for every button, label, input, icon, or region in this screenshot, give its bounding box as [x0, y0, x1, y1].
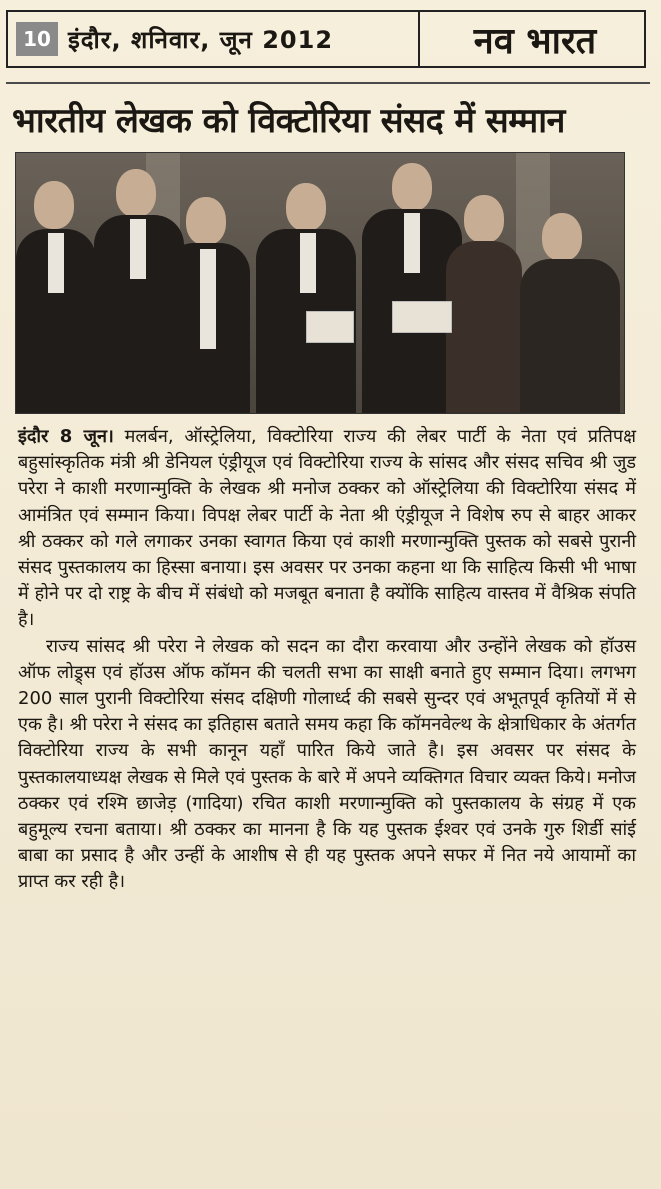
article-paragraph: राज्य सांसद श्री परेरा ने लेखक को सदन का दौरा करवाया और उन्होंने लेखक को हॉउस ऑफ लोड्र्स एवं हॉउस ऑफ कॉमन की चलती सभा का साक्षी बनाते हुए सम्मान दिया। लगभग 200 साल पुरानी विक्टोरिया संसद दक्षिणी गोलार्ध्द की सबसे सुन्दर एवं अभूतपूर्व कृतियों में से एक है। श्री परेरा ने संसद का इतिहास बताते समय कहा कि कॉमनवेल्थ के क्षेत्राधिकार के अंतर्गत विक्टोरिया राज्य के सभी कानून यहाँ पारित किये जाते है। इस अवसर पर संसद के पुस्तकालयाध्यक्ष लेखक से मिले एवं पुस्तक के बारे में अपने व्यक्तिगत विचार व्यक्त किये। मनोज ठक्कर एवं रश्मि छाजेड़ (गादिया) रचित काशी मरणान्मुक्ति को पुस्तकालय के संग्रह में एक बहुमूल्य रचना बताया। श्री ठक्कर का मानना है कि यह पुस्तक ईश्वर एवं उनके गुरु शिर्डी सांई बाबा का प्रसाद है और उन्हीं के आशीष से ही यह पुस्तक अपने सफर में नित नये आयामों का प्राप्त कर रही है। [18, 635, 636, 893]
page-number: 10 [16, 22, 58, 56]
header-rule [6, 82, 650, 84]
article-dateline: इंदौर 8 जून। [18, 426, 114, 447]
article-body [18, 424, 636, 1184]
newspaper-logo: नव भारत [473, 19, 597, 62]
article-paragraph [18, 424, 636, 634]
dateline: इंदौर, शनिवार, जून 2012 [68, 25, 334, 54]
headline: भारतीय लेखक को विक्टोरिया संसद में सम्मान [12, 101, 565, 141]
book-copy [306, 311, 354, 343]
masthead-divider [418, 12, 420, 66]
masthead [6, 10, 646, 68]
article-text: मलर्बन, ऑस्ट्रेलिया, विक्टोरिया राज्य की लेबर पार्टी के नेता एवं प्रतिपक्ष बहुसांस्कृतिक मंत्री श्री डेनियल एंड्रीयूज एवं विक्टोरिया राज्य के सांसद और संसद सचिव श्री जुड परेरा ने काशी मरणान्मुक्ति के लेखक श्री मनोज ठक्कर को ऑस्ट्रेलिया की विक्टोरिया संसद में आमंत्रित एवं सम्मान किया। विपक्ष लेबर पार्टी के नेता श्री एंड्रीयूज ने विशेष रुप से बाहर आकर श्री ठक्कर को गले लगाकर उनका स्वागत किया एवं काशी मरणान्मुक्ति पुस्तक को सबसे पुरानी संसद पुस्तकालय का हिस्सा बनाया। इस अवसर पर उनका कहना था कि साहित्य किसी भी भाषा में होने पर दो राष्ट्र के बीच में संबंधो को मजबूत बनाता है क्योंकि साहित्य वास्तव में वैश्रिक संपति है। [18, 426, 636, 631]
book-copy [392, 301, 452, 333]
news-photo [15, 152, 625, 414]
